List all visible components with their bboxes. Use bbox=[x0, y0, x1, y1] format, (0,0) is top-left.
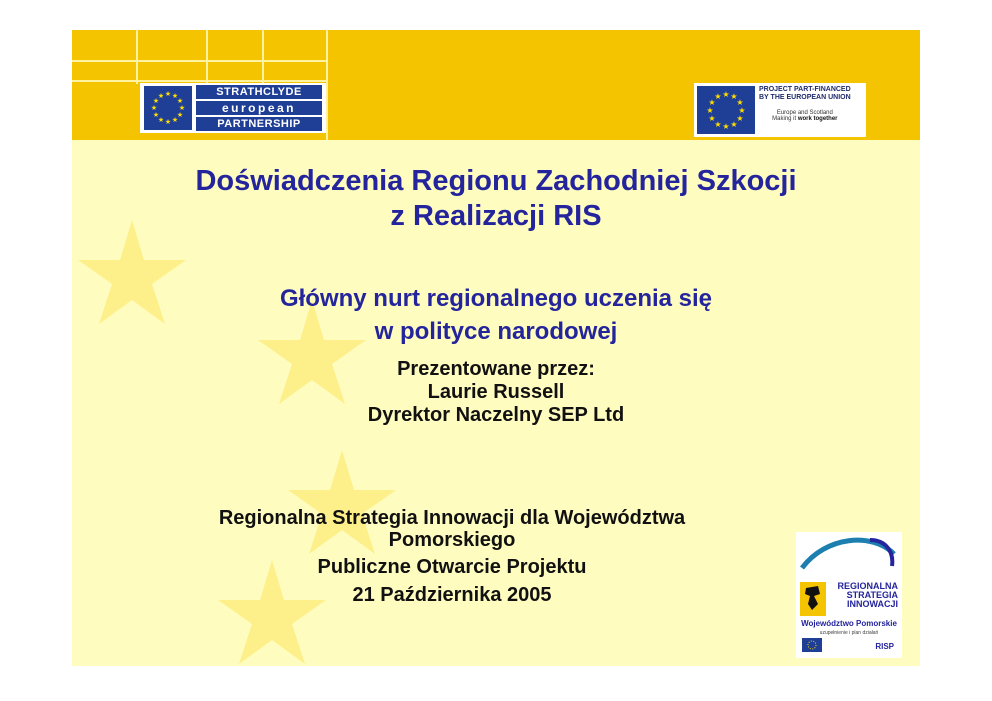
eu-flag-icon bbox=[802, 638, 822, 652]
risp-tagline: uzupełnienie i plan działań bbox=[819, 630, 879, 636]
eu-logo-line-1: PROJECT PART-FINANCED bbox=[759, 86, 851, 93]
slide-subtitle bbox=[72, 282, 920, 348]
svg-text:★: ★ bbox=[722, 122, 730, 131]
svg-text:★: ★ bbox=[171, 92, 179, 100]
risp-logo bbox=[796, 532, 902, 658]
strathclyde-european-partnership-logo bbox=[140, 83, 326, 133]
logo-text-european: european bbox=[196, 101, 322, 115]
svg-text:★: ★ bbox=[708, 114, 716, 123]
svg-text:★: ★ bbox=[706, 106, 714, 115]
slide bbox=[72, 30, 920, 666]
subtitle-line-1: Główny nurt regionalnego uczenia się bbox=[279, 285, 713, 312]
svg-text:★: ★ bbox=[150, 104, 158, 112]
svg-text:★: ★ bbox=[714, 92, 722, 101]
svg-text:★: ★ bbox=[164, 90, 172, 98]
eu-logo-line-4: Making it work together bbox=[772, 116, 838, 122]
slide-title bbox=[72, 164, 920, 234]
svg-text:★: ★ bbox=[730, 120, 738, 129]
presenter-name: Laurie Russell bbox=[427, 381, 565, 403]
event-line-2: Pomorskiego bbox=[388, 529, 516, 551]
svg-text:★: ★ bbox=[714, 120, 722, 129]
svg-text:★: ★ bbox=[730, 92, 738, 101]
event-date: 21 Października 2005 bbox=[352, 584, 552, 606]
logo-text-partnership: PARTNERSHIP bbox=[196, 117, 322, 131]
svg-text:★: ★ bbox=[152, 97, 160, 105]
subtitle-line-2: w polityce narodowej bbox=[374, 318, 618, 345]
event-line-1: Regionalna Strategia Innowacji dla Województwa bbox=[218, 507, 686, 529]
svg-text:★: ★ bbox=[157, 116, 165, 124]
svg-text:★: ★ bbox=[736, 114, 744, 123]
svg-text:★: ★ bbox=[722, 90, 730, 99]
logo-text-strathclyde: STRATHCLYDE bbox=[196, 85, 322, 99]
svg-text:★: ★ bbox=[171, 116, 179, 124]
risp-acronym: RISP bbox=[875, 642, 894, 651]
eu-logo-line-3: Europe and Scotland bbox=[776, 110, 833, 116]
presenter-intro: Prezentowane przez: bbox=[397, 358, 595, 380]
eu-logo-line-2: BY THE EUROPEAN UNION bbox=[759, 94, 851, 101]
risp-region: Województwo Pomorskie bbox=[801, 619, 897, 628]
svg-text:★: ★ bbox=[157, 92, 165, 100]
risp-name: REGIONALNA STRATEGIA INNOWACJI bbox=[837, 581, 898, 609]
eu-part-financed-logo bbox=[694, 83, 866, 137]
presenter-block bbox=[72, 358, 920, 427]
svg-text:★: ★ bbox=[164, 118, 172, 126]
griffin-shield-icon bbox=[800, 582, 826, 616]
eu-flag-icon bbox=[697, 86, 755, 134]
svg-text:★: ★ bbox=[176, 111, 184, 119]
event-block bbox=[162, 507, 742, 606]
svg-text:★: ★ bbox=[736, 98, 744, 107]
eu-flag-icon bbox=[144, 86, 192, 130]
svg-text:★: ★ bbox=[178, 104, 186, 112]
presenter-role: Dyrektor Naczelny SEP Ltd bbox=[367, 404, 625, 426]
wave-arc-icon bbox=[796, 532, 902, 580]
svg-text:★: ★ bbox=[176, 97, 184, 105]
title-line-1: Doświadczenia Regionu Zachodniej Szkocji bbox=[195, 165, 797, 197]
title-line-2: z Realizacji RIS bbox=[390, 200, 602, 232]
svg-text:★: ★ bbox=[738, 106, 746, 115]
svg-text:★: ★ bbox=[708, 98, 716, 107]
svg-text:★: ★ bbox=[152, 111, 160, 119]
event-line-3: Publiczne Otwarcie Projektu bbox=[317, 556, 587, 578]
